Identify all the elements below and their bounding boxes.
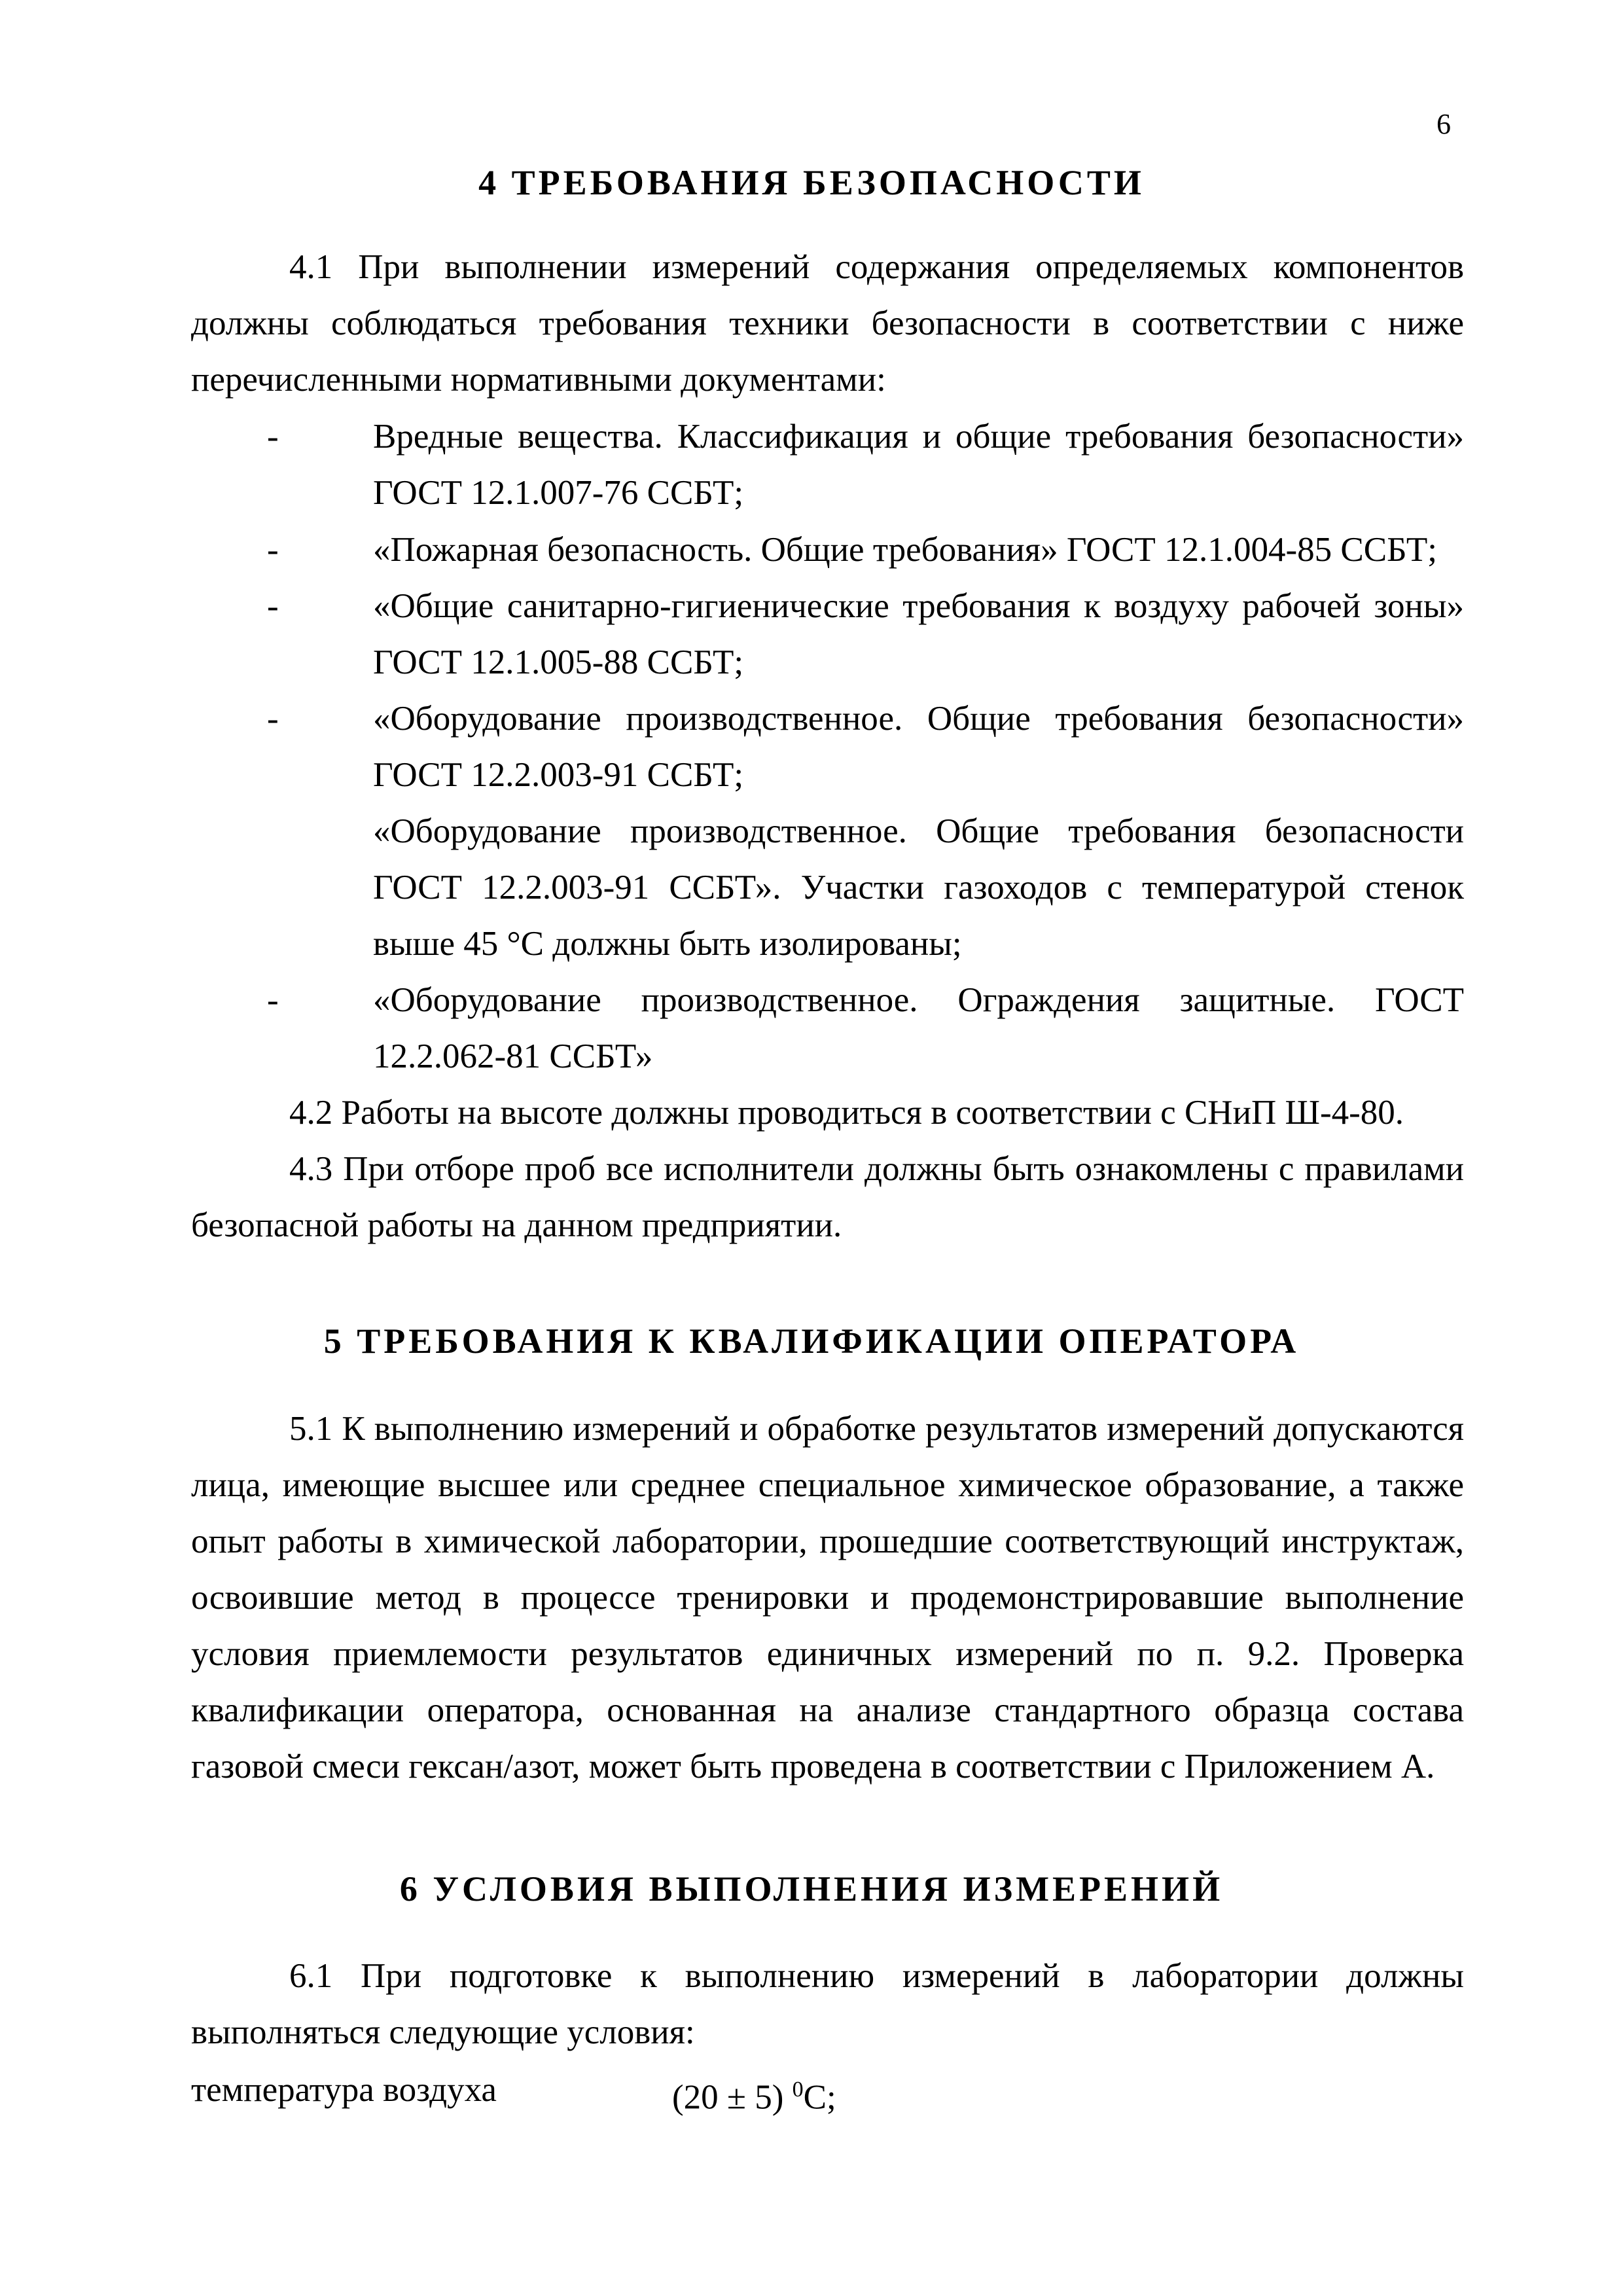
section-4-heading: 4 ТРЕБОВАНИЯ БЕЗОПАСНОСТИ (478, 163, 1145, 202)
bullet-dash: - (267, 981, 279, 1019)
bullet-text: «Общие санитарно-гигиенические требования к воздуху рабочей зоны» ГОСТ 12.1.005-88 ССБТ; (373, 587, 1464, 681)
paragraph-4-1: 4.1 При выполнении измерений содержания определяемых компонентов должны соблюдаться требования техники безопасности в соответствии с ниже перечисленными нормативными документами: (191, 248, 1464, 399)
paragraph-4-3: 4.3 При отборе проб все исполнители должны быть ознакомлены с правилами безопасной работы на данном предприятии. (191, 1150, 1464, 1244)
page-number: 6 (1436, 108, 1451, 140)
bullet-text: «Оборудование производственное. Общие требования безопасности ГОСТ 12.2.003-91 ССБТ». Участки газоходов с температурой стенок выше 45 °С должны быть изолированы; (373, 812, 1464, 963)
bullet-dash: - (267, 587, 279, 625)
section-6-heading: 6 УСЛОВИЯ ВЫПОЛНЕНИЯ ИЗМЕРЕНИЙ (399, 1869, 1224, 1909)
bullet-dash: - (267, 700, 279, 738)
bullet-item (191, 972, 1464, 1085)
bullet-item (191, 691, 1464, 803)
bullet-item (191, 522, 1464, 578)
condition-value: (20 ± 5) $^0$С; (672, 2077, 836, 2117)
section-5-heading: 5 ТРЕБОВАНИЯ К КВАЛИФИКАЦИИ ОПЕРАТОРА (323, 1321, 1300, 1361)
bullet-text: «Оборудование производственное. Общие требования безопасности» ГОСТ 12.2.003-91 ССБТ; (373, 700, 1464, 794)
bullet-text: «Оборудование производственное. Ограждения защитные. ГОСТ 12.2.062-81 ССБТ» (373, 981, 1464, 1075)
bullet-dash: - (267, 531, 279, 569)
bullet-text: «Пожарная безопасность. Общие требования» ГОСТ 12.1.004-85 ССБТ; (373, 531, 1437, 569)
bullet-item (191, 408, 1464, 521)
bullet-text: Вредные вещества. Классификация и общие требования безопасности» ГОСТ 12.1.007-76 ССБТ; (373, 418, 1464, 512)
paragraph-4-2: 4.2 Работы на высоте должны проводиться в соответствии с СНиП Ш-4-80. (289, 1094, 1404, 1132)
bullet-item (191, 578, 1464, 691)
condition-label: температура воздуха (191, 2071, 497, 2109)
bullet-item (191, 803, 1464, 972)
paragraph-5-1: 5.1 К выполнению измерений и обработке результатов измерений допускаются лица, имеющие высшее или среднее специальное химическое образование, а также опыт работы в химической лаборатории, прошедшие соответствующий инструктаж, освоившие метод в процессе тренировки и продемонстрировавшие выполнение условия приемлемости результатов единичных измерений по п. 9.2. Проверка квалификации оператора, основанная на анализе стандартного образца состава газовой смеси гексан/азот, может быть проведена в соответствии с Приложением А. (191, 1410, 1464, 1785)
paragraph-6-1: 6.1 При подготовке к выполнению измерений в лаборатории должны выполняться следующие условия: (191, 1957, 1464, 2051)
bullet-dash: - (267, 418, 279, 456)
